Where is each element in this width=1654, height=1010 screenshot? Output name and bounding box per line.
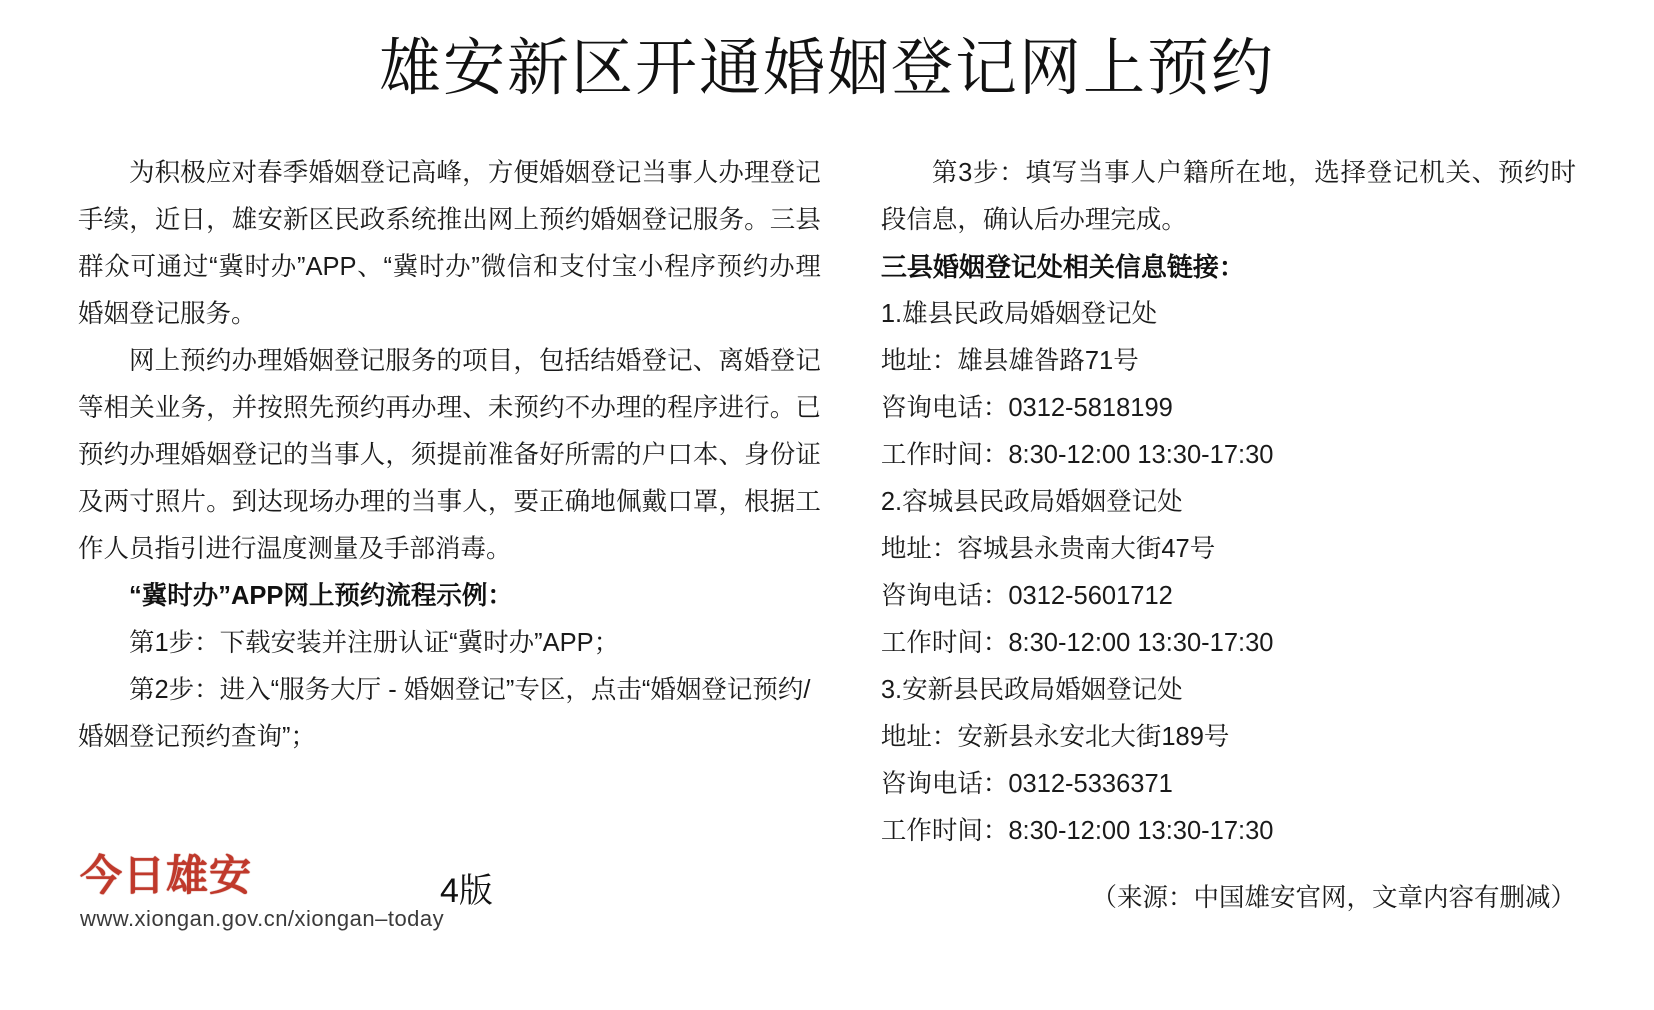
office-1-address: 地址：雄县雄昝路71号	[880, 347, 1139, 375]
links-heading: 三县婚姻登记处相关信息链接：	[880, 252, 1245, 282]
office-2-phone: 咨询电话：0312-5601712	[880, 582, 1173, 610]
brand-name: 今日雄安	[80, 854, 253, 900]
footer-brand	[80, 854, 500, 932]
paragraph-1: 为积极应对春季婚姻登记高峰，方便婚姻登记当事人办理登记手续，近日，雄安新区民政系统推出网上预约婚姻登记服务。三县群众可通过“冀时办”APP、“冀时办”微信和支付宝小程序预约办理婚姻登记服务。	[78, 159, 821, 328]
office-2-name: 2.容城县民政局婚姻登记处	[880, 488, 1183, 516]
step-3: 第3步：填写当事人户籍所在地，选择登记机关、预约时段信息，确认后办理完成。	[880, 159, 1576, 234]
office-3-phone: 咨询电话：0312-5336371	[880, 770, 1173, 798]
office-3-address: 地址：安新县永安北大街189号	[880, 723, 1230, 751]
office-2-address: 地址：容城县永贵南大街47号	[880, 535, 1216, 563]
office-3-hours: 工作时间：8:30-12:00 13:30-17:30	[880, 817, 1274, 845]
left-column	[78, 150, 821, 855]
step-1: 第1步：下载安装并注册认证“冀时办”APP；	[129, 629, 620, 657]
flow-heading: “冀时办”APP网上预约流程示例：	[129, 582, 513, 610]
office-1-hours: 工作时间：8:30-12:00 13:30-17:30	[880, 441, 1274, 469]
office-1-name: 1.雄县民政局婚姻登记处	[880, 300, 1158, 328]
right-column	[881, 150, 1576, 855]
article-columns	[0, 150, 1654, 855]
source-note: （来源：中国雄安官网，文章内容有删减）	[1091, 884, 1576, 912]
office-2-hours: 工作时间：8:30-12:00 13:30-17:30	[880, 629, 1274, 657]
office-1-phone: 咨询电话：0312-5818199	[880, 394, 1173, 422]
page-number: 4版	[440, 872, 493, 910]
brand-url: www.xiongan.gov.cn/xiongan–today	[80, 906, 445, 931]
office-3-name: 3.安新县民政局婚姻登记处	[880, 676, 1183, 704]
step-2: 第2步：进入“服务大厅 - 婚姻登记”专区，点击“婚姻登记预约/婚姻登记预约查询”；	[78, 676, 811, 751]
page-title: 雄安新区开通婚姻登记网上预约	[378, 35, 1275, 103]
paragraph-2: 网上预约办理婚姻登记服务的项目，包括结婚登记、离婚登记等相关业务，并按照先预约再办理、未预约不办理的程序进行。已预约办理婚姻登记的当事人，须提前准备好所需的户口本、身份证及两寸照片。到达现场办理的当事人，要正确地佩戴口罩，根据工作人员指引进行温度测量及手部消毒。	[78, 347, 821, 563]
newspaper-page	[0, 18, 1654, 1010]
